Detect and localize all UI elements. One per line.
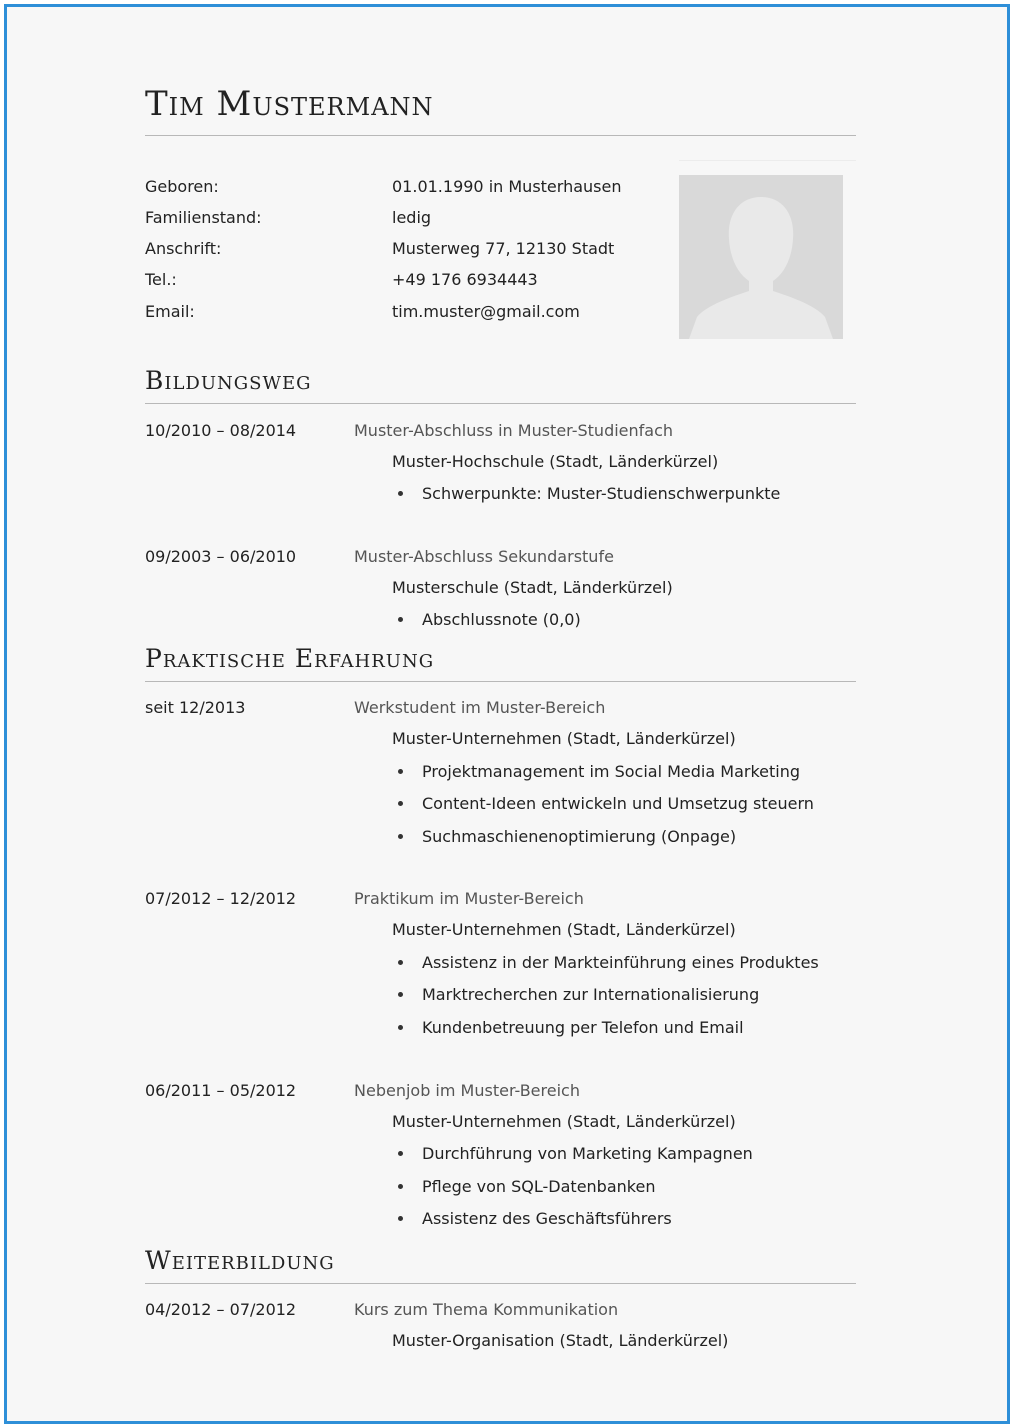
- cv-name: Tim Mustermann: [145, 84, 434, 124]
- section-title-education: Bildungsweg: [145, 366, 312, 395]
- entry-bullet: Pflege von SQL-Datenbanken: [422, 1177, 656, 1196]
- bullet-icon: [398, 1184, 403, 1189]
- entry-organization: Muster-Organisation (Stadt, Länderkürzel): [392, 1331, 729, 1350]
- bullet-icon: [398, 801, 403, 806]
- entry-bullet: Content-Ideen entwickeln und Umsetzug steuern: [422, 794, 814, 813]
- entry-organization: Muster-Unternehmen (Stadt, Länderkürzel): [392, 920, 736, 939]
- entry-date: seit 12/2013: [145, 698, 246, 717]
- bullet-icon: [398, 769, 403, 774]
- entry-date: 06/2011 – 05/2012: [145, 1081, 297, 1100]
- entry-title: Praktikum im Muster-Bereich: [354, 889, 584, 908]
- bullet-icon: [398, 1025, 403, 1030]
- entry-bullet: Schwerpunkte: Muster-Studienschwerpunkte: [422, 484, 781, 503]
- photo-divider: [679, 160, 856, 161]
- bullet-icon: [398, 1151, 403, 1156]
- entry-bullet: Projektmanagement im Social Media Marketing: [422, 762, 800, 781]
- name-divider: [145, 135, 856, 136]
- address-label: Anschrift:: [145, 239, 222, 258]
- marital-status-value: ledig: [392, 208, 432, 227]
- birth-value: 01.01.1990 in Musterhausen: [392, 177, 622, 196]
- profile-photo-placeholder: [679, 175, 843, 339]
- entry-bullet: Suchmaschienenoptimierung (Onpage): [422, 827, 737, 846]
- entry-bullet: Marktrecherchen zur Internationalisierung: [422, 985, 760, 1004]
- entry-bullet: Assistenz in der Markteinführung eines Produktes: [422, 953, 819, 972]
- entry-title: Muster-Abschluss in Muster-Studienfach: [354, 421, 674, 440]
- birth-label: Geboren:: [145, 177, 219, 196]
- entry-organization: Muster-Unternehmen (Stadt, Länderkürzel): [392, 729, 736, 748]
- email-label: Email:: [145, 302, 195, 321]
- entry-date: 10/2010 – 08/2014: [145, 421, 297, 440]
- entry-title: Werkstudent im Muster-Bereich: [354, 698, 606, 717]
- address-value: Musterweg 77, 12130 Stadt: [392, 239, 615, 258]
- entry-bullet: Kundenbetreuung per Telefon und Email: [422, 1018, 744, 1037]
- entry-organization: Muster-Hochschule (Stadt, Länderkürzel): [392, 452, 719, 471]
- person-silhouette-icon: [679, 175, 843, 339]
- entry-organization: Muster-Unternehmen (Stadt, Länderkürzel): [392, 1112, 736, 1131]
- experience-divider: [145, 681, 856, 682]
- entry-title: Nebenjob im Muster-Bereich: [354, 1081, 580, 1100]
- bullet-icon: [398, 617, 403, 622]
- entry-title: Kurs zum Thema Kommunikation: [354, 1300, 619, 1319]
- education-divider: [145, 403, 856, 404]
- bullet-icon: [398, 1216, 403, 1221]
- phone-label: Tel.:: [145, 270, 177, 289]
- entry-date: 04/2012 – 07/2012: [145, 1300, 297, 1319]
- entry-organization: Musterschule (Stadt, Länderkürzel): [392, 578, 673, 597]
- entry-bullet: Assistenz des Geschäftsführers: [422, 1209, 672, 1228]
- email-value: tim.muster@gmail.com: [392, 302, 580, 321]
- phone-value: +49 176 6934443: [392, 270, 538, 289]
- entry-date: 07/2012 – 12/2012: [145, 889, 297, 908]
- entry-bullet: Durchführung von Marketing Kampagnen: [422, 1144, 753, 1163]
- section-title-training: Weiterbildung: [145, 1246, 335, 1275]
- entry-title: Muster-Abschluss Sekundarstufe: [354, 547, 614, 566]
- bullet-icon: [398, 992, 403, 997]
- training-divider: [145, 1283, 856, 1284]
- bullet-icon: [398, 491, 403, 496]
- section-title-experience: Praktische Erfahrung: [145, 644, 435, 673]
- entry-bullet: Abschlussnote (0,0): [422, 610, 581, 629]
- bullet-icon: [398, 960, 403, 965]
- bullet-icon: [398, 834, 403, 839]
- entry-date: 09/2003 – 06/2010: [145, 547, 297, 566]
- marital-status-label: Familienstand:: [145, 208, 262, 227]
